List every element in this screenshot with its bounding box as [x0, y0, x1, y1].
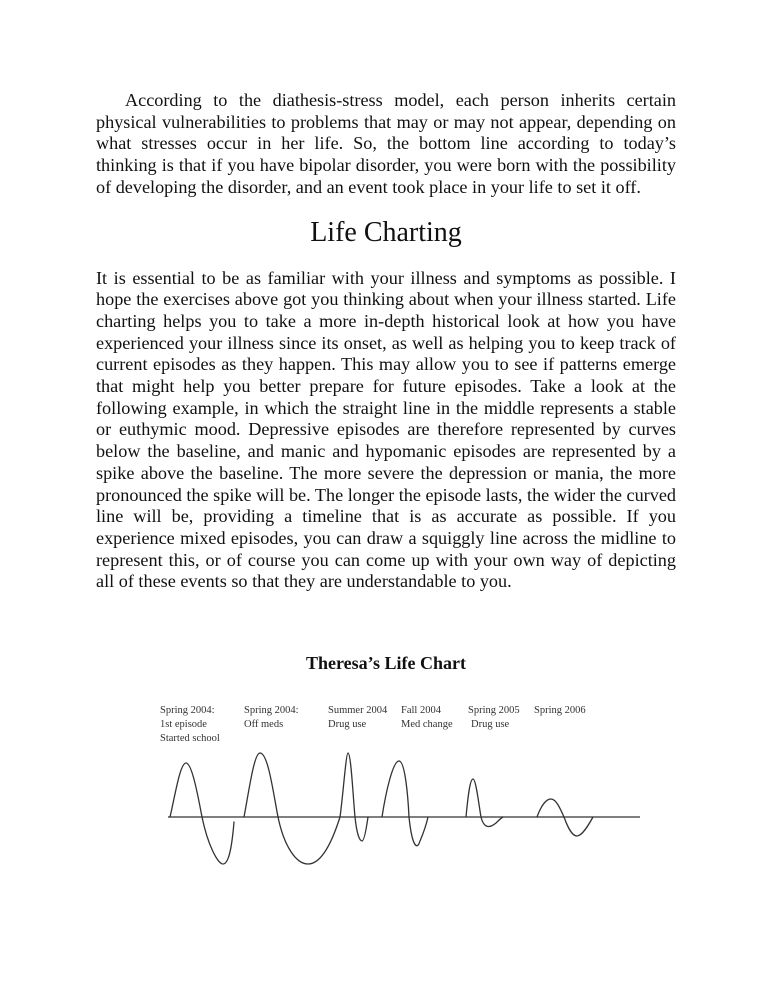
annotation-5 [468, 705, 520, 730]
annotation-3 [328, 705, 388, 730]
annotation-5-date: Spring 2005 [468, 705, 520, 716]
intro-paragraph: According to the diathesis-stress model, each person inherits certain physical vulnerabilities to problems that may or may not appear, depending on what stresses occur in her life. So, the bottom line according to today’s thinking is that if you have bipolar disorder, you were born with the possibility of developing the disorder, and an event took place in your life to set it off. [96, 90, 676, 197]
mood-curve [170, 753, 593, 864]
annotation-3-line-1: Drug use [328, 719, 367, 730]
life-chart-graphic [150, 696, 650, 876]
annotation-2 [244, 705, 299, 730]
annotation-3-date: Summer 2004 [328, 705, 388, 716]
annotation-1 [160, 705, 220, 744]
annotation-6-date: Spring 2006 [534, 705, 586, 716]
annotation-4-line-1: Med change [401, 719, 453, 730]
annotation-2-date: Spring 2004: [244, 705, 299, 716]
life-chart [150, 696, 650, 876]
annotation-1-date: Spring 2004: [160, 705, 215, 716]
body-paragraph: It is essential to be as familiar with your illness and symptoms as possible. I hope the exercises above got you thinking about when your illness started. Life charting helps you to take a more in-depth historical look at how you have experienced your illness since its onset, as well as helping you to keep track of current episodes as they happen. This may allow you to see if patterns emerge that might help you better prepare for future episodes. Take a look at the following example, in which the straight line in the middle represents a stable or euthymic mood. Depressive episodes are therefore represented by curves below the baseline, and manic and hypomanic episodes are represented by a spike above the baseline. The more severe the depression or mania, the more pronounced the spike will be. The longer the episode lasts, the wider the curved line will be, providing a timeline that is as accurate as possible. If you experience mixed episodes, you can draw a squiggly line across the midline to represent this, or of course you can come up with your own way of depicting all of these events so that they are understandable to you. [96, 267, 676, 592]
annotation-1-line-2: Started school [160, 733, 220, 744]
chart-title: Theresa’s Life Chart [306, 653, 466, 673]
annotation-6 [534, 705, 586, 716]
annotation-4-date: Fall 2004 [401, 705, 441, 716]
section-title: Life Charting [310, 216, 462, 248]
annotation-5-line-1: Drug use [471, 719, 510, 730]
annotation-2-line-1: Off meds [244, 719, 284, 730]
page-content [96, 90, 676, 593]
annotation-1-line-1: 1st episode [160, 719, 207, 730]
annotation-4 [401, 705, 453, 730]
